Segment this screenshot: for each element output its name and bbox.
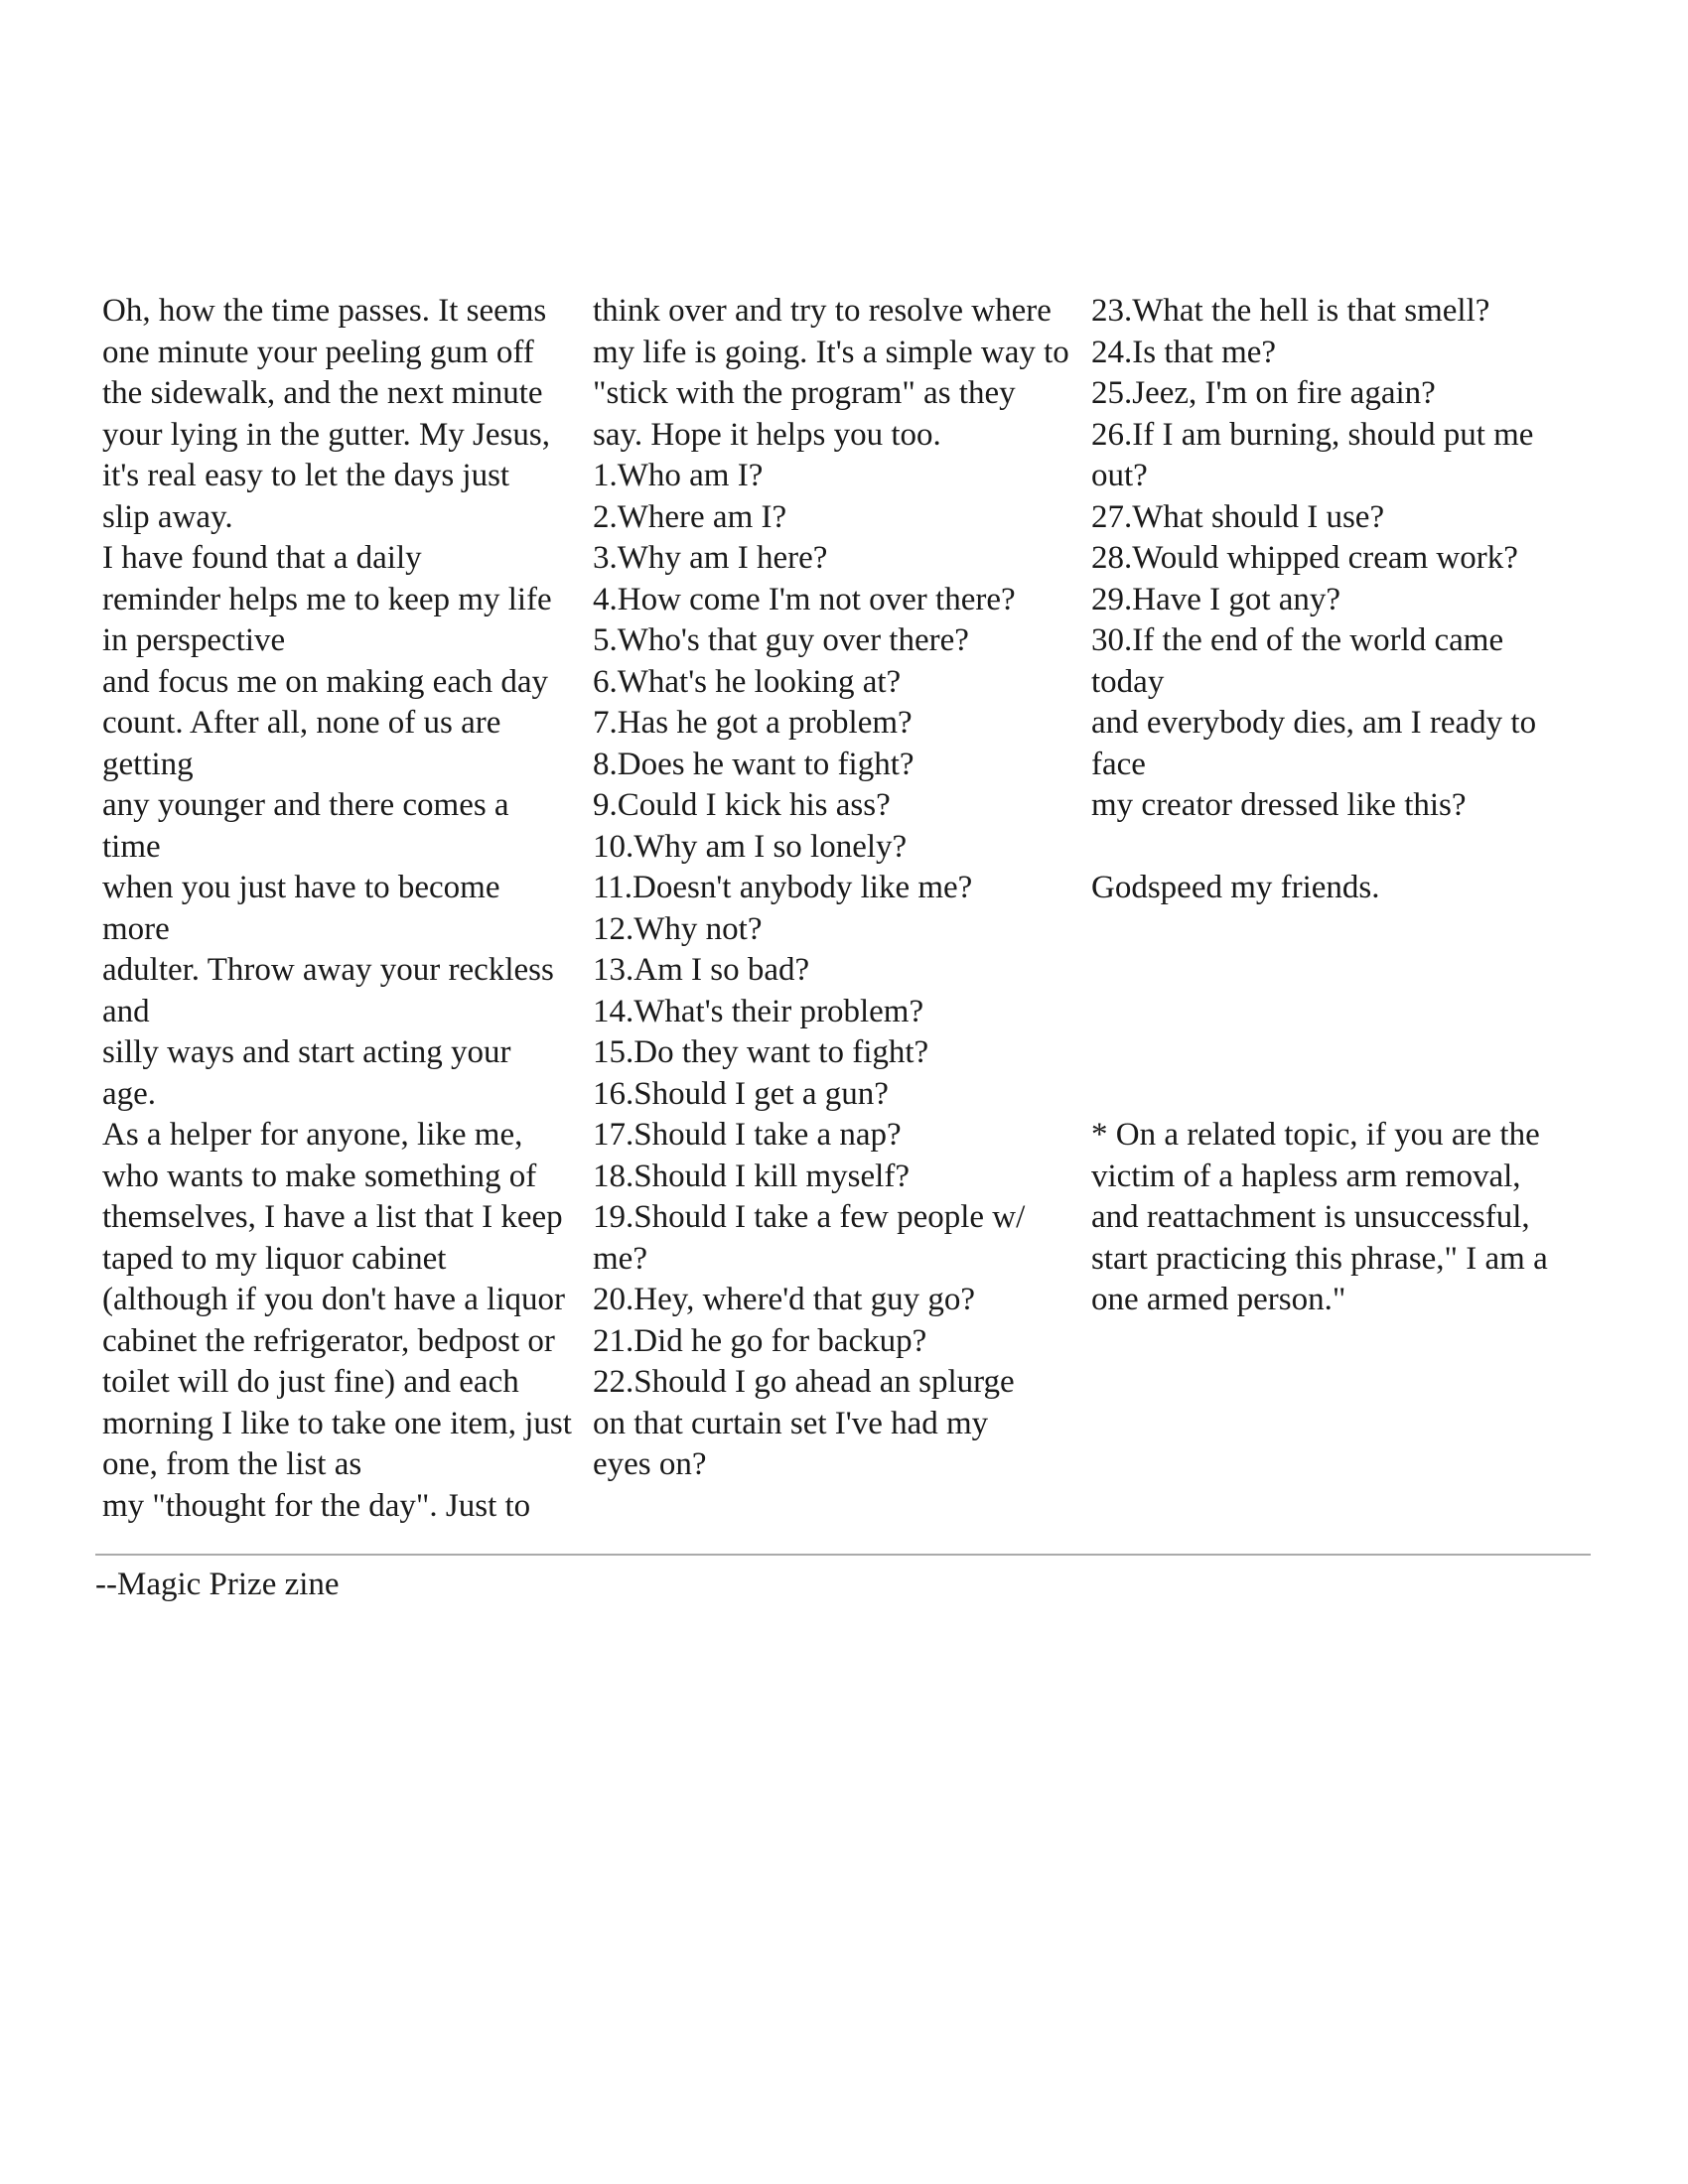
text-line: toilet will do just fine) and each [102,1364,519,1400]
text-line: time [102,828,161,865]
text-line: 7.Has he got a problem? [593,705,913,741]
text-line: 3.Why am I here? [593,540,828,576]
text-line: 25.Jeez, I'm on fire again? [1091,375,1436,411]
text-line: count. After all, none of us are [102,705,501,741]
text-line: 9.Could I kick his ass? [593,787,891,823]
text-line: Godspeed my friends. [1091,870,1380,905]
text-line: your lying in the gutter. My Jesus, [102,416,550,453]
text-line: 14.What's their problem? [593,993,924,1029]
text-line: and [102,993,150,1029]
text-line: adulter. Throw away your reckless [102,952,554,988]
blank-line [1091,992,1588,1033]
text-line: taped to my liquor cabinet [102,1240,447,1277]
text-line: As a helper for anyone, like me, [102,1117,523,1153]
text-line: age. [102,1075,157,1112]
text-line: and focus me on making each day [102,663,549,700]
text-line: 22.Should I go ahead an splurge [593,1364,1015,1400]
text-line: 28.Would whipped cream work? [1091,540,1518,576]
text-line: 24.Is that me? [1091,334,1277,370]
text-line: one, from the list as [102,1446,362,1482]
blank-line [1091,1074,1588,1116]
source-credit: --Magic Prize zine [95,1567,340,1602]
horizontal-divider [95,1554,1591,1556]
text-line: 18.Should I kill myself? [593,1158,910,1194]
text-line: 5.Who's that guy over there? [593,622,969,658]
text-line: 16.Should I get a gun? [593,1075,889,1112]
text-line: me? [593,1240,647,1277]
text-line: 2.Where am I? [593,498,787,535]
text-line: say. Hope it helps you too. [593,416,941,453]
text-column-1 [102,291,579,1527]
text-line: out? [1091,458,1148,493]
text-column-2 [593,291,1079,1486]
blank-line [1091,950,1588,992]
text-line: victim of a hapless arm removal, [1091,1158,1521,1194]
text-line: eyes on? [593,1446,707,1482]
text-line: it's real easy to let the days just [102,458,510,493]
text-line: any younger and there comes a [102,787,509,823]
text-line: and reattachment is unsuccessful, [1091,1199,1530,1235]
text-line: slip away. [102,498,233,535]
text-line: my "thought for the day". Just to [102,1487,531,1524]
blank-line [1091,1032,1588,1074]
text-line: 21.Did he go for backup? [593,1322,927,1359]
text-line: 8.Does he want to fight? [593,746,914,782]
text-line: who wants to make something of [102,1158,537,1194]
text-line: I have found that a daily [102,540,422,576]
text-line: 15.Do they want to fight? [593,1034,929,1070]
text-line: "stick with the program" as they [593,375,1016,411]
text-line: 13.Am I so bad? [593,952,810,988]
text-column-3 [1091,291,1588,1321]
text-line: (although if you don't have a liquor [102,1282,566,1317]
text-line: silly ways and start acting your [102,1034,511,1070]
text-line: 17.Should I take a nap? [593,1117,902,1153]
text-line: * On a related topic, if you are the [1091,1117,1540,1153]
text-line: 11.Doesn't anybody like me? [593,870,973,905]
text-line: cabinet the refrigerator, bedpost or [102,1322,555,1359]
text-line: one armed person." [1091,1282,1346,1317]
text-line: morning I like to take one item, just [102,1405,572,1441]
text-line: 29.Have I got any? [1091,581,1341,617]
text-line: 6.What's he looking at? [593,663,902,700]
text-line: getting [102,746,194,782]
text-line: 4.How come I'm not over there? [593,581,1016,617]
blank-line [1091,827,1588,869]
text-line: 30.If the end of the world came [1091,622,1504,658]
text-line: my life is going. It's a simple way to [593,334,1069,370]
text-line: one minute your peeling gum off [102,334,534,370]
text-line: more [102,910,170,947]
text-line: when you just have to become [102,870,500,905]
text-line: start practicing this phrase," I am a [1091,1240,1548,1277]
text-line: 1.Who am I? [593,458,764,493]
text-line: 10.Why am I so lonely? [593,828,908,865]
text-line: Oh, how the time passes. It seems [102,293,547,329]
text-line: in perspective [102,622,286,658]
text-line: think over and try to resolve where [593,293,1052,329]
text-line: my creator dressed like this? [1091,787,1467,823]
text-line: today [1091,663,1165,700]
text-line: 20.Hey, where'd that guy go? [593,1282,976,1317]
text-line: 23.What the hell is that smell? [1091,293,1490,329]
blank-line [1091,909,1588,951]
text-line: face [1091,746,1146,782]
text-line: the sidewalk, and the next minute [102,375,543,411]
text-line: themselves, I have a list that I keep [102,1199,563,1235]
text-line: 12.Why not? [593,910,763,947]
text-line: 26.If I am burning, should put me [1091,416,1534,453]
text-line: 27.What should I use? [1091,498,1385,535]
text-line: and everybody dies, am I ready to [1091,705,1537,741]
text-line: on that curtain set I've had my [593,1405,989,1441]
text-line: reminder helps me to keep my life [102,581,552,617]
text-line: 19.Should I take a few people w/ [593,1199,1026,1235]
